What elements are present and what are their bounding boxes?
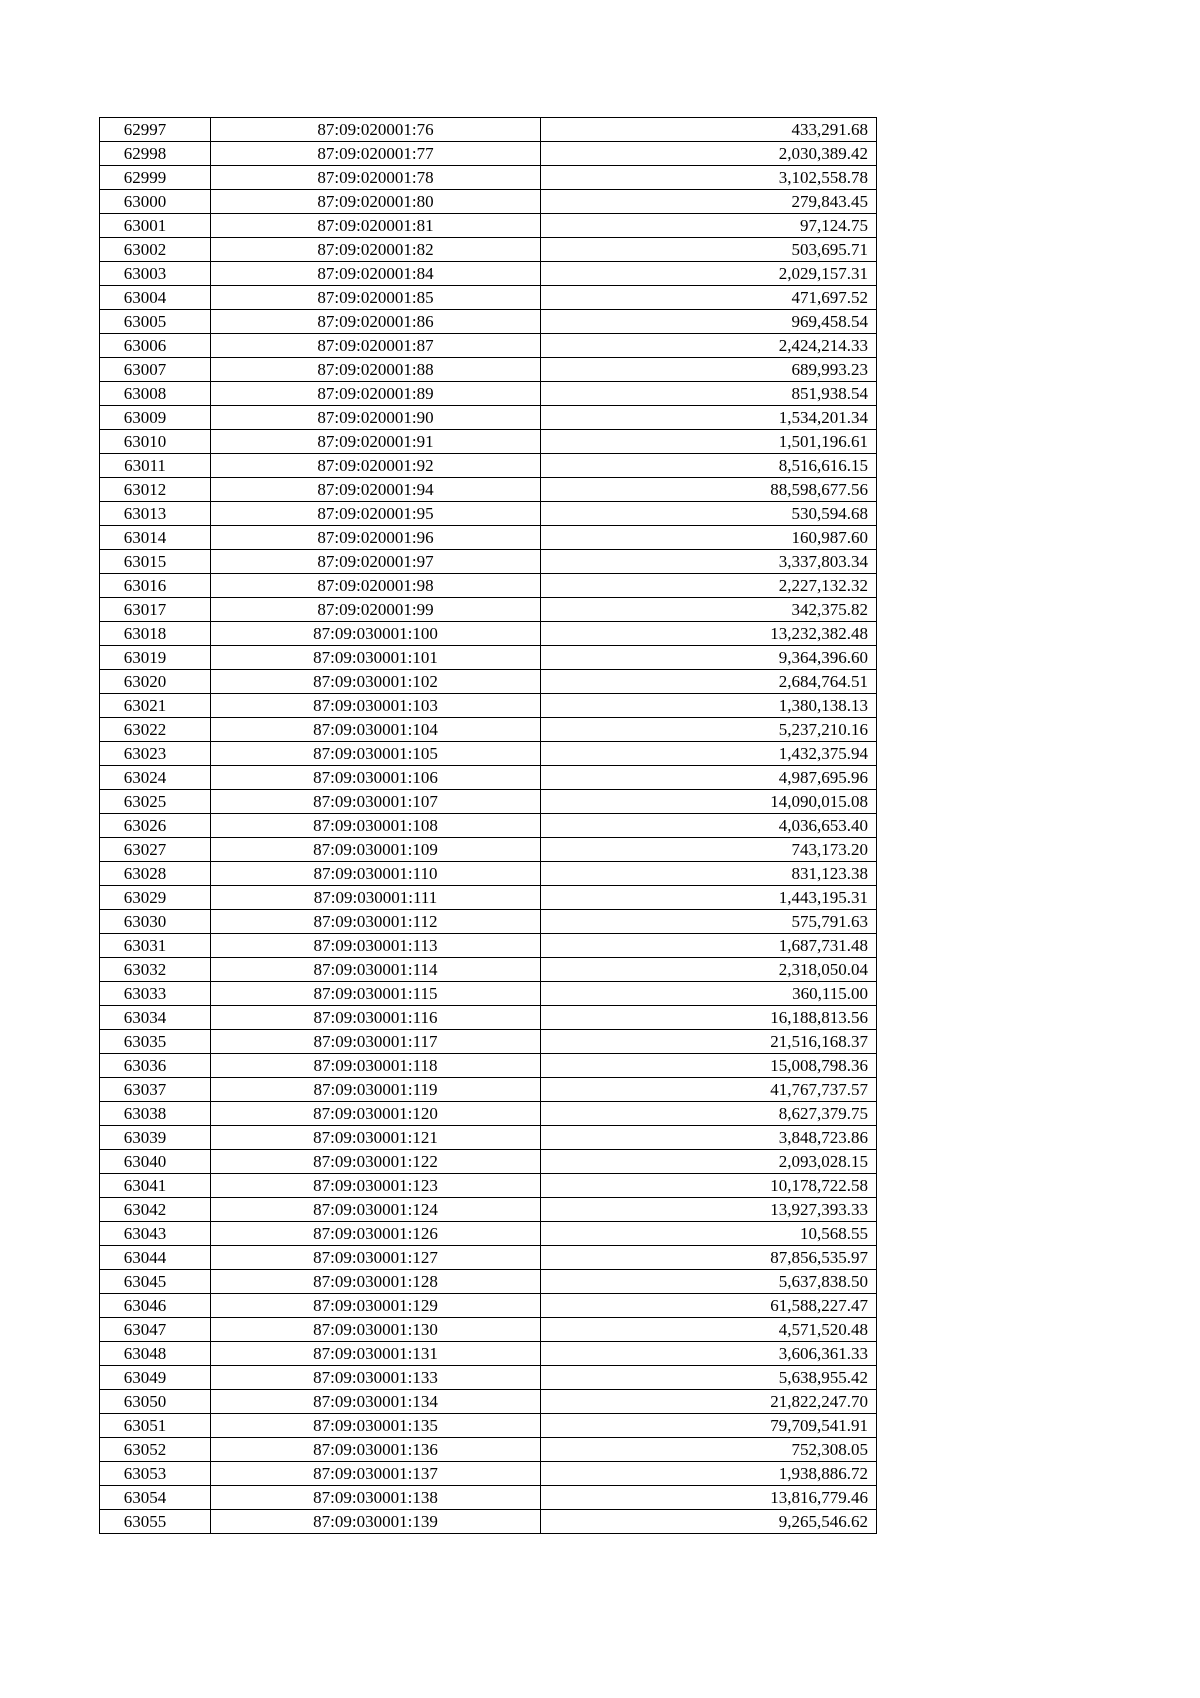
cadastral-number-cell: 87:09:020001:90 [211,406,541,430]
cadastral-number-cell: 87:09:030001:113 [211,934,541,958]
row-number-cell: 63033 [100,982,211,1006]
row-number-cell: 63046 [100,1294,211,1318]
cadastral-value-cell: 13,232,382.48 [541,622,877,646]
cadastral-value-cell: 752,308.05 [541,1438,877,1462]
cadastral-number-cell: 87:09:030001:122 [211,1150,541,1174]
row-number-cell: 63012 [100,478,211,502]
table-row [100,214,877,238]
cadastral-number-cell: 87:09:030001:102 [211,670,541,694]
cadastral-value-cell: 3,606,361.33 [541,1342,877,1366]
table-row [100,166,877,190]
row-number-cell: 63053 [100,1462,211,1486]
cadastral-number-cell: 87:09:030001:111 [211,886,541,910]
cadastral-number-cell: 87:09:020001:88 [211,358,541,382]
table-row [100,646,877,670]
table-row [100,1030,877,1054]
row-number-cell: 63040 [100,1150,211,1174]
row-number-cell: 63023 [100,742,211,766]
cadastral-value-cell: 13,927,393.33 [541,1198,877,1222]
row-number-cell: 63011 [100,454,211,478]
table-row [100,958,877,982]
table-row [100,1246,877,1270]
cadastral-value-cell: 1,443,195.31 [541,886,877,910]
cadastral-number-cell: 87:09:020001:80 [211,190,541,214]
cadastral-value-cell: 3,102,558.78 [541,166,877,190]
row-number-cell: 63039 [100,1126,211,1150]
cadastral-value-cell: 2,318,050.04 [541,958,877,982]
cadastral-number-cell: 87:09:030001:134 [211,1390,541,1414]
table-row [100,526,877,550]
row-number-cell: 63045 [100,1270,211,1294]
cadastral-value-cell: 360,115.00 [541,982,877,1006]
cadastral-number-cell: 87:09:030001:135 [211,1414,541,1438]
row-number-cell: 63002 [100,238,211,262]
cadastral-number-cell: 87:09:020001:98 [211,574,541,598]
row-number-cell: 63050 [100,1390,211,1414]
table-row [100,1006,877,1030]
cadastral-number-cell: 87:09:030001:137 [211,1462,541,1486]
table-row [100,550,877,574]
cadastral-number-cell: 87:09:030001:101 [211,646,541,670]
table-row [100,886,877,910]
table-row [100,814,877,838]
cadastral-number-cell: 87:09:020001:84 [211,262,541,286]
cadastral-value-cell: 21,822,247.70 [541,1390,877,1414]
cadastral-number-cell: 87:09:020001:81 [211,214,541,238]
table-row [100,1174,877,1198]
cadastral-value-cell: 2,227,132.32 [541,574,877,598]
row-number-cell: 62999 [100,166,211,190]
row-number-cell: 63037 [100,1078,211,1102]
table-row [100,118,877,142]
cadastral-number-cell: 87:09:020001:87 [211,334,541,358]
table-row [100,358,877,382]
row-number-cell: 63052 [100,1438,211,1462]
table-row [100,1318,877,1342]
table-row [100,1366,877,1390]
cadastral-value-cell: 21,516,168.37 [541,1030,877,1054]
cadastral-value-cell: 5,638,955.42 [541,1366,877,1390]
table-row [100,1414,877,1438]
row-number-cell: 63009 [100,406,211,430]
cadastral-number-cell: 87:09:030001:118 [211,1054,541,1078]
row-number-cell: 63015 [100,550,211,574]
table-row [100,1438,877,1462]
cadastral-value-cell: 743,173.20 [541,838,877,862]
table-row [100,742,877,766]
cadastral-number-cell: 87:09:030001:110 [211,862,541,886]
table-row [100,862,877,886]
cadastral-number-cell: 87:09:020001:99 [211,598,541,622]
cadastral-number-cell: 87:09:030001:129 [211,1294,541,1318]
cadastral-value-cell: 87,856,535.97 [541,1246,877,1270]
cadastral-number-cell: 87:09:020001:85 [211,286,541,310]
cadastral-value-cell: 160,987.60 [541,526,877,550]
table-row [100,1462,877,1486]
row-number-cell: 63029 [100,886,211,910]
table-row [100,430,877,454]
row-number-cell: 63035 [100,1030,211,1054]
row-number-cell: 63028 [100,862,211,886]
table-row [100,1078,877,1102]
cadastral-number-cell: 87:09:030001:115 [211,982,541,1006]
cadastral-number-cell: 87:09:030001:117 [211,1030,541,1054]
cadastral-number-cell: 87:09:030001:124 [211,1198,541,1222]
table-row [100,262,877,286]
cadastral-number-cell: 87:09:030001:126 [211,1222,541,1246]
table-row [100,598,877,622]
cadastral-number-cell: 87:09:030001:128 [211,1270,541,1294]
cadastral-number-cell: 87:09:030001:121 [211,1126,541,1150]
row-number-cell: 63020 [100,670,211,694]
table-row [100,1510,877,1534]
cadastral-value-cell: 342,375.82 [541,598,877,622]
cadastral-value-cell: 530,594.68 [541,502,877,526]
cadastral-number-cell: 87:09:030001:116 [211,1006,541,1030]
table-row [100,1294,877,1318]
cadastral-number-cell: 87:09:030001:106 [211,766,541,790]
row-number-cell: 63030 [100,910,211,934]
cadastral-value-cell: 1,380,138.13 [541,694,877,718]
cadastral-value-cell: 1,501,196.61 [541,430,877,454]
row-number-cell: 63051 [100,1414,211,1438]
cadastral-value-cell: 831,123.38 [541,862,877,886]
table-row [100,1270,877,1294]
cadastral-number-cell: 87:09:020001:89 [211,382,541,406]
row-number-cell: 63010 [100,430,211,454]
table-row [100,502,877,526]
cadastral-value-cell: 9,265,546.62 [541,1510,877,1534]
table-row [100,1390,877,1414]
cadastral-number-cell: 87:09:030001:123 [211,1174,541,1198]
table-row [100,142,877,166]
row-number-cell: 63013 [100,502,211,526]
row-number-cell: 63027 [100,838,211,862]
table-row [100,1198,877,1222]
cadastral-value-cell: 61,588,227.47 [541,1294,877,1318]
cadastral-number-cell: 87:09:020001:94 [211,478,541,502]
row-number-cell: 63006 [100,334,211,358]
cadastral-number-cell: 87:09:030001:109 [211,838,541,862]
cadastral-number-cell: 87:09:030001:139 [211,1510,541,1534]
row-number-cell: 63055 [100,1510,211,1534]
cadastral-value-table [99,117,877,1534]
row-number-cell: 63000 [100,190,211,214]
row-number-cell: 63043 [100,1222,211,1246]
cadastral-value-cell: 1,534,201.34 [541,406,877,430]
cadastral-number-cell: 87:09:020001:96 [211,526,541,550]
cadastral-value-cell: 4,036,653.40 [541,814,877,838]
cadastral-number-cell: 87:09:020001:91 [211,430,541,454]
cadastral-value-cell: 1,687,731.48 [541,934,877,958]
row-number-cell: 63044 [100,1246,211,1270]
cadastral-value-cell: 433,291.68 [541,118,877,142]
table-row [100,694,877,718]
table-row [100,382,877,406]
cadastral-number-cell: 87:09:020001:86 [211,310,541,334]
row-number-cell: 63042 [100,1198,211,1222]
cadastral-number-cell: 87:09:030001:105 [211,742,541,766]
cadastral-number-cell: 87:09:020001:97 [211,550,541,574]
cadastral-number-cell: 87:09:030001:127 [211,1246,541,1270]
table-row [100,238,877,262]
row-number-cell: 63038 [100,1102,211,1126]
table-row [100,790,877,814]
row-number-cell: 63005 [100,310,211,334]
table-row [100,982,877,1006]
cadastral-value-cell: 279,843.45 [541,190,877,214]
cadastral-number-cell: 87:09:030001:108 [211,814,541,838]
cadastral-number-cell: 87:09:020001:95 [211,502,541,526]
row-number-cell: 63003 [100,262,211,286]
table-row [100,574,877,598]
cadastral-number-cell: 87:09:030001:107 [211,790,541,814]
row-number-cell: 63017 [100,598,211,622]
row-number-cell: 63018 [100,622,211,646]
table-row [100,766,877,790]
table-row [100,334,877,358]
table-row [100,1486,877,1510]
cadastral-value-cell: 88,598,677.56 [541,478,877,502]
cadastral-number-cell: 87:09:030001:103 [211,694,541,718]
cadastral-value-cell: 503,695.71 [541,238,877,262]
cadastral-value-cell: 8,627,379.75 [541,1102,877,1126]
cadastral-value-cell: 1,432,375.94 [541,742,877,766]
cadastral-value-cell: 14,090,015.08 [541,790,877,814]
cadastral-number-cell: 87:09:030001:133 [211,1366,541,1390]
row-number-cell: 63031 [100,934,211,958]
table-row [100,910,877,934]
row-number-cell: 62997 [100,118,211,142]
cadastral-number-cell: 87:09:020001:76 [211,118,541,142]
row-number-cell: 63048 [100,1342,211,1366]
row-number-cell: 63004 [100,286,211,310]
row-number-cell: 63024 [100,766,211,790]
cadastral-value-cell: 79,709,541.91 [541,1414,877,1438]
cadastral-number-cell: 87:09:030001:119 [211,1078,541,1102]
row-number-cell: 63049 [100,1366,211,1390]
table-row [100,286,877,310]
cadastral-value-cell: 2,424,214.33 [541,334,877,358]
cadastral-number-cell: 87:09:020001:78 [211,166,541,190]
table-row [100,622,877,646]
table-row [100,718,877,742]
row-number-cell: 63041 [100,1174,211,1198]
row-number-cell: 63008 [100,382,211,406]
row-number-cell: 63007 [100,358,211,382]
cadastral-number-cell: 87:09:020001:92 [211,454,541,478]
table-row [100,1222,877,1246]
cadastral-number-cell: 87:09:020001:77 [211,142,541,166]
table-row [100,934,877,958]
row-number-cell: 63026 [100,814,211,838]
table-row [100,406,877,430]
table-row [100,1150,877,1174]
row-number-cell: 63014 [100,526,211,550]
row-number-cell: 63021 [100,694,211,718]
table-row [100,838,877,862]
cadastral-number-cell: 87:09:030001:130 [211,1318,541,1342]
cadastral-number-cell: 87:09:030001:114 [211,958,541,982]
cadastral-value-cell: 5,637,838.50 [541,1270,877,1294]
cadastral-value-cell: 5,237,210.16 [541,718,877,742]
table-row [100,1054,877,1078]
cadastral-value-cell: 2,029,157.31 [541,262,877,286]
cadastral-value-cell: 471,697.52 [541,286,877,310]
cadastral-value-cell: 9,364,396.60 [541,646,877,670]
table-row [100,1102,877,1126]
table-row [100,190,877,214]
cadastral-value-cell: 2,030,389.42 [541,142,877,166]
table-row [100,454,877,478]
row-number-cell: 63054 [100,1486,211,1510]
row-number-cell: 63025 [100,790,211,814]
row-number-cell: 63036 [100,1054,211,1078]
cadastral-value-cell: 2,093,028.15 [541,1150,877,1174]
cadastral-value-cell: 3,337,803.34 [541,550,877,574]
cadastral-value-cell: 3,848,723.86 [541,1126,877,1150]
cadastral-value-cell: 16,188,813.56 [541,1006,877,1030]
cadastral-value-cell: 97,124.75 [541,214,877,238]
cadastral-number-cell: 87:09:030001:136 [211,1438,541,1462]
table-row [100,1126,877,1150]
table-body [100,118,877,1534]
cadastral-value-cell: 10,178,722.58 [541,1174,877,1198]
cadastral-value-cell: 575,791.63 [541,910,877,934]
row-number-cell: 63016 [100,574,211,598]
cadastral-value-cell: 1,938,886.72 [541,1462,877,1486]
cadastral-number-cell: 87:09:030001:112 [211,910,541,934]
row-number-cell: 63032 [100,958,211,982]
cadastral-value-cell: 689,993.23 [541,358,877,382]
table-row [100,310,877,334]
table-row [100,1342,877,1366]
cadastral-value-cell: 851,938.54 [541,382,877,406]
cadastral-value-cell: 13,816,779.46 [541,1486,877,1510]
cadastral-number-cell: 87:09:030001:131 [211,1342,541,1366]
cadastral-number-cell: 87:09:030001:120 [211,1102,541,1126]
cadastral-value-cell: 10,568.55 [541,1222,877,1246]
cadastral-value-cell: 15,008,798.36 [541,1054,877,1078]
row-number-cell: 63001 [100,214,211,238]
cadastral-value-cell: 2,684,764.51 [541,670,877,694]
cadastral-value-cell: 4,571,520.48 [541,1318,877,1342]
cadastral-value-cell: 969,458.54 [541,310,877,334]
table-row [100,670,877,694]
cadastral-value-cell: 41,767,737.57 [541,1078,877,1102]
cadastral-number-cell: 87:09:030001:104 [211,718,541,742]
row-number-cell: 63034 [100,1006,211,1030]
cadastral-value-cell: 4,987,695.96 [541,766,877,790]
cadastral-number-cell: 87:09:030001:100 [211,622,541,646]
cadastral-value-cell: 8,516,616.15 [541,454,877,478]
cadastral-number-cell: 87:09:020001:82 [211,238,541,262]
row-number-cell: 62998 [100,142,211,166]
cadastral-number-cell: 87:09:030001:138 [211,1486,541,1510]
table-row [100,478,877,502]
row-number-cell: 63019 [100,646,211,670]
row-number-cell: 63047 [100,1318,211,1342]
row-number-cell: 63022 [100,718,211,742]
